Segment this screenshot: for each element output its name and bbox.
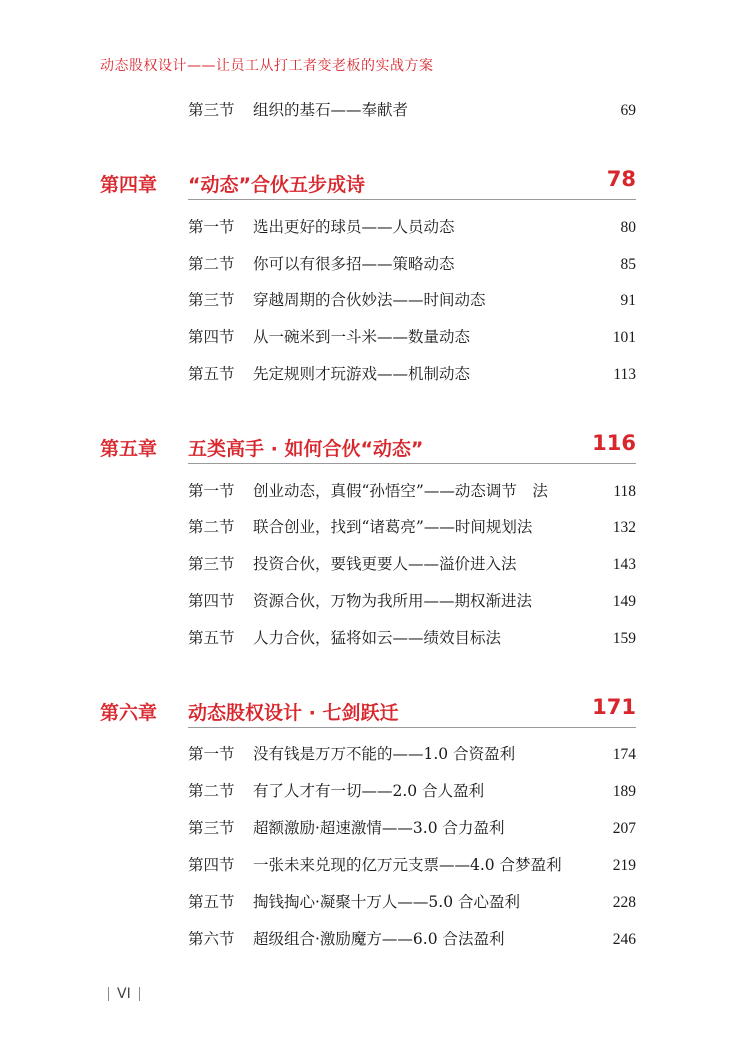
section-title: 从一碗米到一斗米——数量动态 [253, 328, 471, 346]
section-title: 资源合伙，万物为我所用——期权渐进法 [253, 592, 533, 610]
section-page: 219 [612, 857, 636, 874]
chapter-page: 116 [592, 431, 636, 455]
toc-section-row[interactable] [188, 252, 636, 274]
section-page: 132 [612, 519, 636, 536]
section-number: 第四节 [188, 328, 235, 346]
section-number: 第四节 [188, 592, 235, 610]
section-page: 143 [612, 556, 636, 573]
section-number: 第一节 [188, 482, 235, 500]
toc-section-row[interactable] [188, 779, 636, 801]
folio-divider [139, 987, 140, 1001]
section-title: 人力合伙，猛将如云——绩效目标法 [253, 629, 502, 647]
section-number: 第五节 [188, 365, 235, 383]
toc-section-row[interactable] [188, 479, 636, 501]
section-number: 第二节 [188, 782, 235, 800]
section-title: 超额激励·超速激情——3.0 合力盈利 [253, 819, 505, 837]
toc-section-row[interactable] [188, 890, 636, 912]
chapter-number: 第五章 [100, 438, 158, 460]
toc-section-row[interactable] [188, 325, 636, 347]
section-title: 先定规则才玩游戏——机制动态 [253, 365, 471, 383]
section-number: 第三节 [188, 291, 235, 309]
section-page: 228 [612, 894, 636, 911]
chapter-page: 78 [606, 167, 636, 191]
section-number: 第三节 [188, 101, 235, 119]
toc-section-row[interactable] [188, 927, 636, 949]
chapter-number: 第六章 [100, 702, 158, 724]
toc-section-row[interactable] [188, 98, 636, 120]
toc-section-row[interactable] [188, 816, 636, 838]
section-page: 174 [612, 746, 636, 763]
section-title: 组织的基石——奉献者 [253, 101, 409, 119]
section-title: 有了人才有一切——2.0 合人盈利 [253, 782, 485, 800]
toc-section-row[interactable] [188, 853, 636, 875]
chapter-rule [188, 727, 636, 728]
section-page: 207 [612, 820, 636, 837]
chapter-title: “动态”合伙五步成诗 [188, 174, 365, 196]
section-number: 第一节 [188, 218, 235, 236]
section-number: 第四节 [188, 856, 235, 874]
section-page: 69 [620, 102, 636, 119]
section-title: 你可以有很多招——策略动态 [253, 255, 455, 273]
section-number: 第一节 [188, 745, 235, 763]
toc-section-row[interactable] [188, 552, 636, 574]
section-number: 第二节 [188, 255, 235, 273]
section-number: 第五节 [188, 893, 235, 911]
section-title: 创业动态，真假“孙悟空”——动态调节 法 [253, 482, 548, 500]
section-title: 超级组合·激励魔方——6.0 合法盈利 [253, 930, 505, 948]
section-number: 第五节 [188, 629, 235, 647]
section-title: 一张未来兑现的亿万元支票——4.0 合梦盈利 [253, 856, 562, 874]
chapter-heading[interactable] [100, 695, 636, 728]
folio-divider [108, 987, 109, 1001]
toc-section-row[interactable] [188, 515, 636, 537]
section-page: 80 [620, 219, 636, 236]
toc-section-row[interactable] [188, 362, 636, 384]
page-folio [100, 986, 148, 1002]
toc-section-row[interactable] [188, 589, 636, 611]
section-page: 246 [612, 931, 636, 948]
section-page: 149 [612, 593, 636, 610]
section-title: 投资合伙，要钱更要人——溢价进入法 [253, 555, 517, 573]
section-page: 85 [620, 256, 636, 273]
chapter-rule [188, 463, 636, 464]
running-head: 动态股权设计——让员工从打工者变老板的实战方案 [100, 58, 434, 74]
section-title: 穿越周期的合伙妙法——时间动态 [253, 291, 486, 309]
section-page: 118 [613, 483, 636, 500]
section-title: 选出更好的球员——人员动态 [253, 218, 455, 236]
section-title: 没有钱是万万不能的——1.0 合资盈利 [253, 745, 516, 763]
chapter-title: 动态股权设计 · 七剑跃迁 [188, 702, 399, 724]
section-page: 91 [620, 292, 636, 309]
chapter-number: 第四章 [100, 174, 158, 196]
chapter-heading[interactable] [100, 431, 636, 464]
section-page: 189 [612, 783, 636, 800]
section-page: 113 [613, 366, 636, 383]
chapter-title: 五类高手 · 如何合伙“动态” [188, 438, 424, 460]
toc-section-row[interactable] [188, 626, 636, 648]
section-number: 第三节 [188, 819, 235, 837]
toc-section-row[interactable] [188, 215, 636, 237]
section-page: 159 [612, 630, 636, 647]
chapter-rule [188, 199, 636, 200]
chapter-heading[interactable] [100, 167, 636, 200]
folio-number: VI [117, 986, 131, 1002]
section-title: 联合创业，找到“诸葛亮”——时间规划法 [253, 518, 533, 536]
section-number: 第六节 [188, 930, 235, 948]
section-title: 掏钱掏心·凝聚十万人——5.0 合心盈利 [253, 893, 521, 911]
section-page: 101 [612, 329, 636, 346]
toc-section-row[interactable] [188, 288, 636, 310]
section-number: 第二节 [188, 518, 235, 536]
chapter-page: 171 [592, 695, 636, 719]
section-number: 第三节 [188, 555, 235, 573]
toc-section-row[interactable] [188, 742, 636, 764]
